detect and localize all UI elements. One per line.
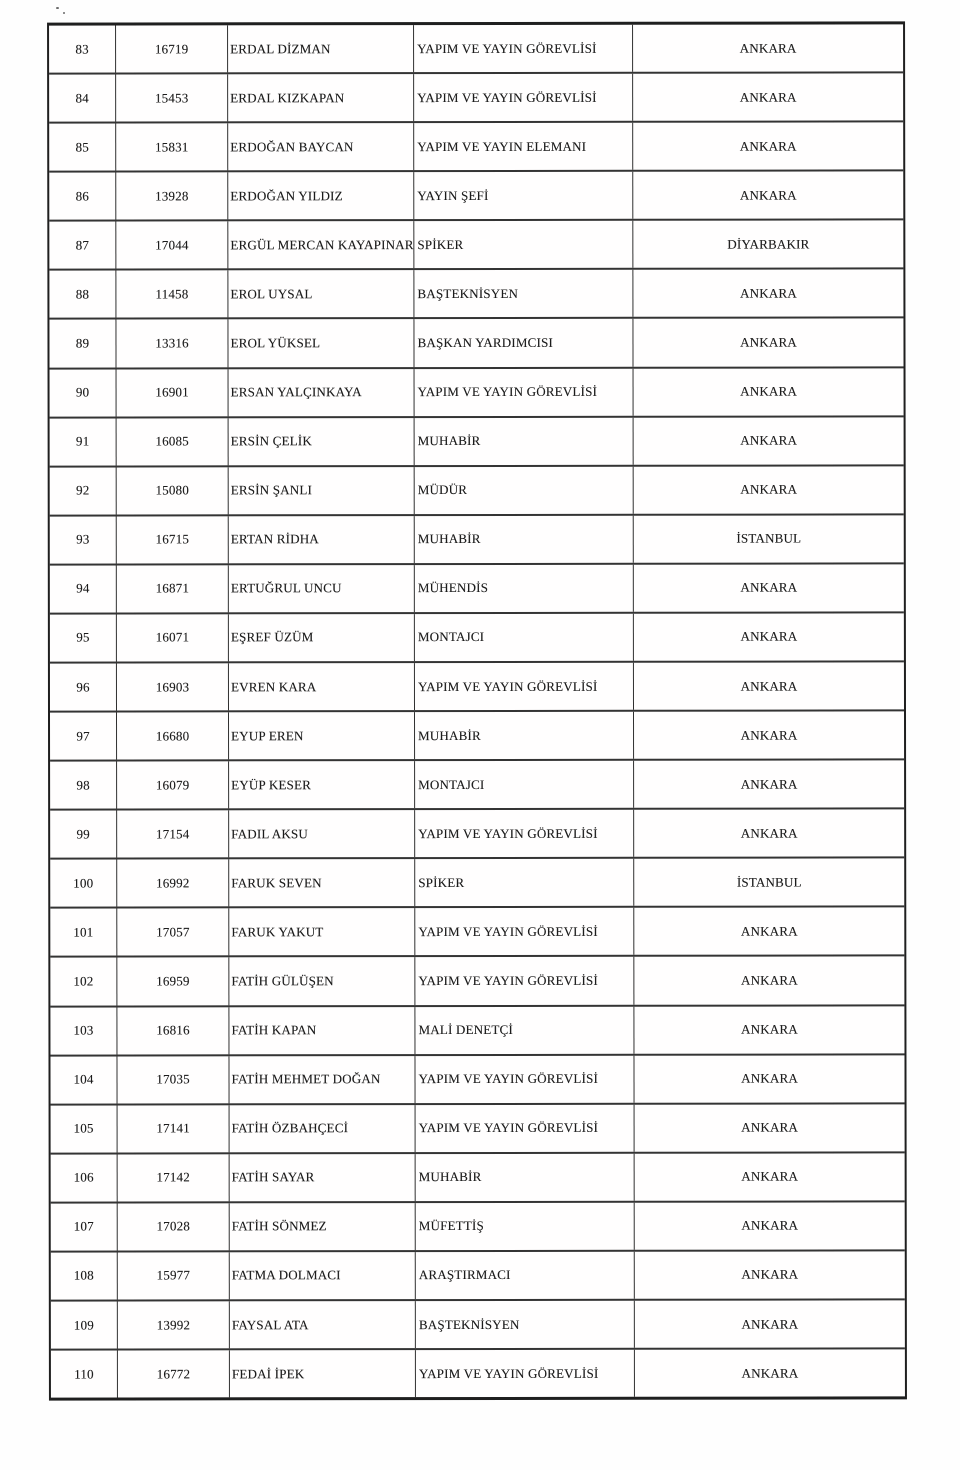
table-row <box>50 957 904 1007</box>
cell-title: YAYIN ŞEFİ <box>414 172 633 219</box>
cell-row-number: 103 <box>50 1007 117 1054</box>
cell-name: FARUK SEVEN <box>229 859 415 906</box>
table-row <box>50 564 904 614</box>
cell-title: SPİKER <box>414 221 633 268</box>
table-row <box>50 662 904 712</box>
cell-row-number: 108 <box>51 1252 118 1299</box>
cell-row-number: 104 <box>50 1056 117 1103</box>
cell-city: ANKARA <box>741 1316 799 1332</box>
cell-city: İSTANBUL <box>736 874 802 890</box>
cell-name: FATİH MEHMET DOĞAN <box>229 1056 415 1103</box>
cell-registry-number: 17028 <box>118 1203 230 1250</box>
cell-city: ANKARA <box>739 40 797 56</box>
cell-title: YAPIM VE YAYIN GÖREVLİSİ <box>416 1104 635 1151</box>
cell-title: YAPIM VE YAYIN GÖREVLİSİ <box>414 74 633 121</box>
cell-row-number: 101 <box>50 909 117 956</box>
cell-title: MALİ DENETÇİ <box>415 1006 634 1053</box>
cell-registry-number: 16871 <box>117 565 229 612</box>
cell-title: YAPIM VE YAYIN GÖREVLİSİ <box>416 1350 635 1397</box>
cell-row-number: 94 <box>50 565 117 612</box>
scan-speck <box>63 12 65 14</box>
cell-name: FATMA DOLMACI <box>230 1252 416 1299</box>
cell-row-number: 95 <box>50 614 117 661</box>
cell-row-number: 102 <box>50 958 117 1005</box>
cell-city: ANKARA <box>740 481 798 497</box>
cell-row-number: 105 <box>51 1105 118 1152</box>
table-row <box>50 761 904 811</box>
cell-name: ERDOĞAN BAYCAN <box>228 123 414 170</box>
table-row <box>49 73 903 123</box>
cell-registry-number: 16680 <box>117 712 229 759</box>
cell-city: ANKARA <box>740 727 798 743</box>
scan-speck <box>56 7 59 9</box>
cell-city: ANKARA <box>741 1070 798 1086</box>
cell-name: ERSİN ŞANLI <box>229 467 415 514</box>
cell-row-number: 86 <box>49 173 116 220</box>
table-row <box>49 172 903 222</box>
cell-row-number: 92 <box>50 467 117 514</box>
table-row <box>50 466 904 516</box>
cell-city: ANKARA <box>741 1168 799 1184</box>
cell-registry-number: 15453 <box>116 74 228 121</box>
cell-registry-number: 16903 <box>117 663 229 710</box>
cell-registry-number: 17142 <box>118 1154 230 1201</box>
personnel-table <box>47 21 907 1400</box>
cell-city: ANKARA <box>740 432 798 448</box>
cell-city: ANKARA <box>740 825 798 841</box>
table-row <box>50 613 904 663</box>
cell-city: ANKARA <box>741 1021 798 1037</box>
cell-name: FARUK YAKUT <box>229 908 415 955</box>
cell-city: ANKARA <box>740 923 798 939</box>
cell-title: YAPIM VE YAYIN GÖREVLİSİ <box>415 1055 634 1102</box>
cell-city: ANKARA <box>740 285 797 301</box>
cell-title: MUHABİR <box>415 516 634 563</box>
cell-title: YAPIM VE YAYIN GÖREVLİSİ <box>414 25 633 72</box>
cell-name: EROL YÜKSEL <box>228 320 414 367</box>
cell-registry-number: 13316 <box>116 320 228 367</box>
cell-title: SPİKER <box>415 859 634 906</box>
cell-city: ANKARA <box>741 1119 798 1135</box>
cell-title: MUHABİR <box>416 1154 635 1201</box>
cell-registry-number: 15977 <box>118 1252 230 1299</box>
cell-city: ANKARA <box>740 776 798 792</box>
table-row <box>50 859 904 909</box>
cell-row-number: 84 <box>49 75 116 122</box>
cell-city: ANKARA <box>739 138 797 154</box>
table-row <box>49 319 903 369</box>
cell-city: ANKARA <box>741 1267 799 1283</box>
cell-title: MUHABİR <box>415 712 634 759</box>
cell-row-number: 90 <box>50 369 117 416</box>
cell-registry-number: 15080 <box>117 467 229 514</box>
table-row <box>50 368 904 418</box>
table-row <box>50 1006 904 1056</box>
cell-city: ANKARA <box>739 187 797 203</box>
cell-title: MONTAJCI <box>415 761 634 808</box>
cell-city: ANKARA <box>741 1365 799 1381</box>
cell-registry-number: 17044 <box>116 222 228 269</box>
cell-title: YAPIM VE YAYIN GÖREVLİSİ <box>415 957 634 1004</box>
cell-row-number: 107 <box>51 1203 118 1250</box>
cell-name: FADIL AKSU <box>229 810 415 857</box>
cell-row-number: 109 <box>51 1302 118 1349</box>
cell-title: YAPIM VE YAYIN GÖREVLİSİ <box>415 908 634 955</box>
table-row <box>51 1153 905 1203</box>
cell-title: BAŞTEKNİSYEN <box>414 270 633 317</box>
cell-row-number: 89 <box>49 320 116 367</box>
cell-row-number: 110 <box>51 1351 118 1398</box>
cell-title: BAŞTEKNİSYEN <box>416 1301 635 1348</box>
table-row <box>49 123 903 173</box>
table-row <box>51 1300 905 1350</box>
cell-name: ERSİN ÇELİK <box>229 418 415 465</box>
cell-name: EYÜP KESER <box>229 761 415 808</box>
cell-title: MÜFETTİŞ <box>416 1203 635 1250</box>
cell-city: ANKARA <box>740 383 797 399</box>
table-row <box>50 515 904 565</box>
cell-name: FAYSAL ATA <box>230 1301 416 1348</box>
cell-city: İSTANBUL <box>736 530 802 546</box>
cell-registry-number: 13928 <box>116 173 228 220</box>
table-row <box>51 1202 905 1252</box>
cell-row-number: 85 <box>49 124 116 171</box>
cell-name: EYUP EREN <box>229 712 415 759</box>
cell-registry-number: 17035 <box>117 1056 229 1103</box>
cell-registry-number: 16719 <box>116 25 228 72</box>
cell-registry-number: 16079 <box>117 762 229 809</box>
cell-name: ERTAN RİDHA <box>229 516 415 563</box>
cell-row-number: 99 <box>50 811 117 858</box>
cell-name: ERDAL KIZKAPAN <box>228 74 414 121</box>
table-row <box>51 1251 905 1301</box>
cell-title: MÜHENDİS <box>415 565 634 612</box>
cell-registry-number: 16772 <box>118 1350 230 1397</box>
cell-city: ANKARA <box>740 334 797 350</box>
cell-row-number: 100 <box>50 860 117 907</box>
cell-row-number: 93 <box>50 516 117 563</box>
table-row <box>49 270 903 320</box>
cell-name: ERTUĞRUL UNCU <box>229 565 415 612</box>
cell-city: ANKARA <box>740 972 798 988</box>
cell-title: ARAŞTIRMACI <box>416 1252 635 1299</box>
cell-registry-number: 16901 <box>117 369 229 416</box>
cell-row-number: 98 <box>50 762 117 809</box>
cell-registry-number: 16816 <box>117 1007 229 1054</box>
table-row <box>50 810 904 860</box>
table-row <box>49 24 903 74</box>
table-row <box>50 417 904 467</box>
cell-name: ERSAN YALÇINKAYA <box>229 369 415 416</box>
cell-name: ERDAL DİZMAN <box>228 25 414 72</box>
cell-registry-number: 13992 <box>118 1301 230 1348</box>
cell-name: FATİH KAPAN <box>229 1007 415 1054</box>
cell-row-number: 91 <box>50 418 117 465</box>
cell-city: ANKARA <box>741 1217 799 1234</box>
cell-registry-number: 16085 <box>117 418 229 465</box>
table-row <box>50 908 904 958</box>
cell-name: EŞREF ÜZÜM <box>229 614 415 661</box>
table-row <box>50 1055 904 1105</box>
table-row <box>51 1350 905 1398</box>
cell-city: ANKARA <box>739 89 797 105</box>
cell-registry-number: 17057 <box>117 909 229 956</box>
cell-row-number: 97 <box>50 713 117 760</box>
table-row <box>51 1104 905 1154</box>
cell-title: MONTAJCI <box>415 614 634 661</box>
cell-registry-number: 16992 <box>117 860 229 907</box>
cell-registry-number: 11458 <box>116 271 228 318</box>
cell-row-number: 106 <box>51 1154 118 1201</box>
cell-title: MUHABİR <box>415 417 634 464</box>
cell-city: ANKARA <box>740 579 798 596</box>
cell-city: DİYARBAKIR <box>727 236 810 252</box>
cell-title: YAPIM VE YAYIN GÖREVLİSİ <box>415 663 634 710</box>
cell-registry-number: 16959 <box>117 958 229 1005</box>
cell-row-number: 88 <box>49 271 116 318</box>
cell-name: ERGÜL MERCAN KAYAPINAR <box>228 221 414 268</box>
cell-row-number: 83 <box>49 26 116 73</box>
cell-city: ANKARA <box>740 678 798 694</box>
cell-name: FATİH SAYAR <box>230 1154 416 1201</box>
cell-registry-number: 16071 <box>117 614 229 661</box>
cell-registry-number: 17154 <box>117 811 229 858</box>
cell-name: EVREN KARA <box>229 663 415 710</box>
cell-name: EROL UYSAL <box>228 270 414 317</box>
cell-title: BAŞKAN YARDIMCISI <box>414 319 633 366</box>
cell-registry-number: 15831 <box>116 124 228 171</box>
cell-registry-number: 17141 <box>118 1105 230 1152</box>
cell-title: YAPIM VE YAYIN GÖREVLİSİ <box>415 368 634 415</box>
cell-name: FATİH SÖNMEZ <box>230 1203 416 1250</box>
cell-name: FEDAİ İPEK <box>230 1350 416 1397</box>
cell-title: YAPIM VE YAYIN ELEMANI <box>414 123 633 170</box>
cell-name: ERDOĞAN YILDIZ <box>228 172 414 219</box>
cell-row-number: 87 <box>49 222 116 269</box>
cell-name: FATİH ÖZBAHÇECİ <box>230 1105 416 1152</box>
table-row <box>50 711 904 761</box>
cell-registry-number: 16715 <box>117 516 229 563</box>
cell-city: ANKARA <box>740 629 798 645</box>
cell-title: MÜDÜR <box>415 466 634 513</box>
cell-title: YAPIM VE YAYIN GÖREVLİSİ <box>415 810 634 857</box>
cell-name: FATİH GÜLÜŞEN <box>229 958 415 1005</box>
cell-row-number: 96 <box>50 664 117 711</box>
table-row <box>49 221 903 271</box>
